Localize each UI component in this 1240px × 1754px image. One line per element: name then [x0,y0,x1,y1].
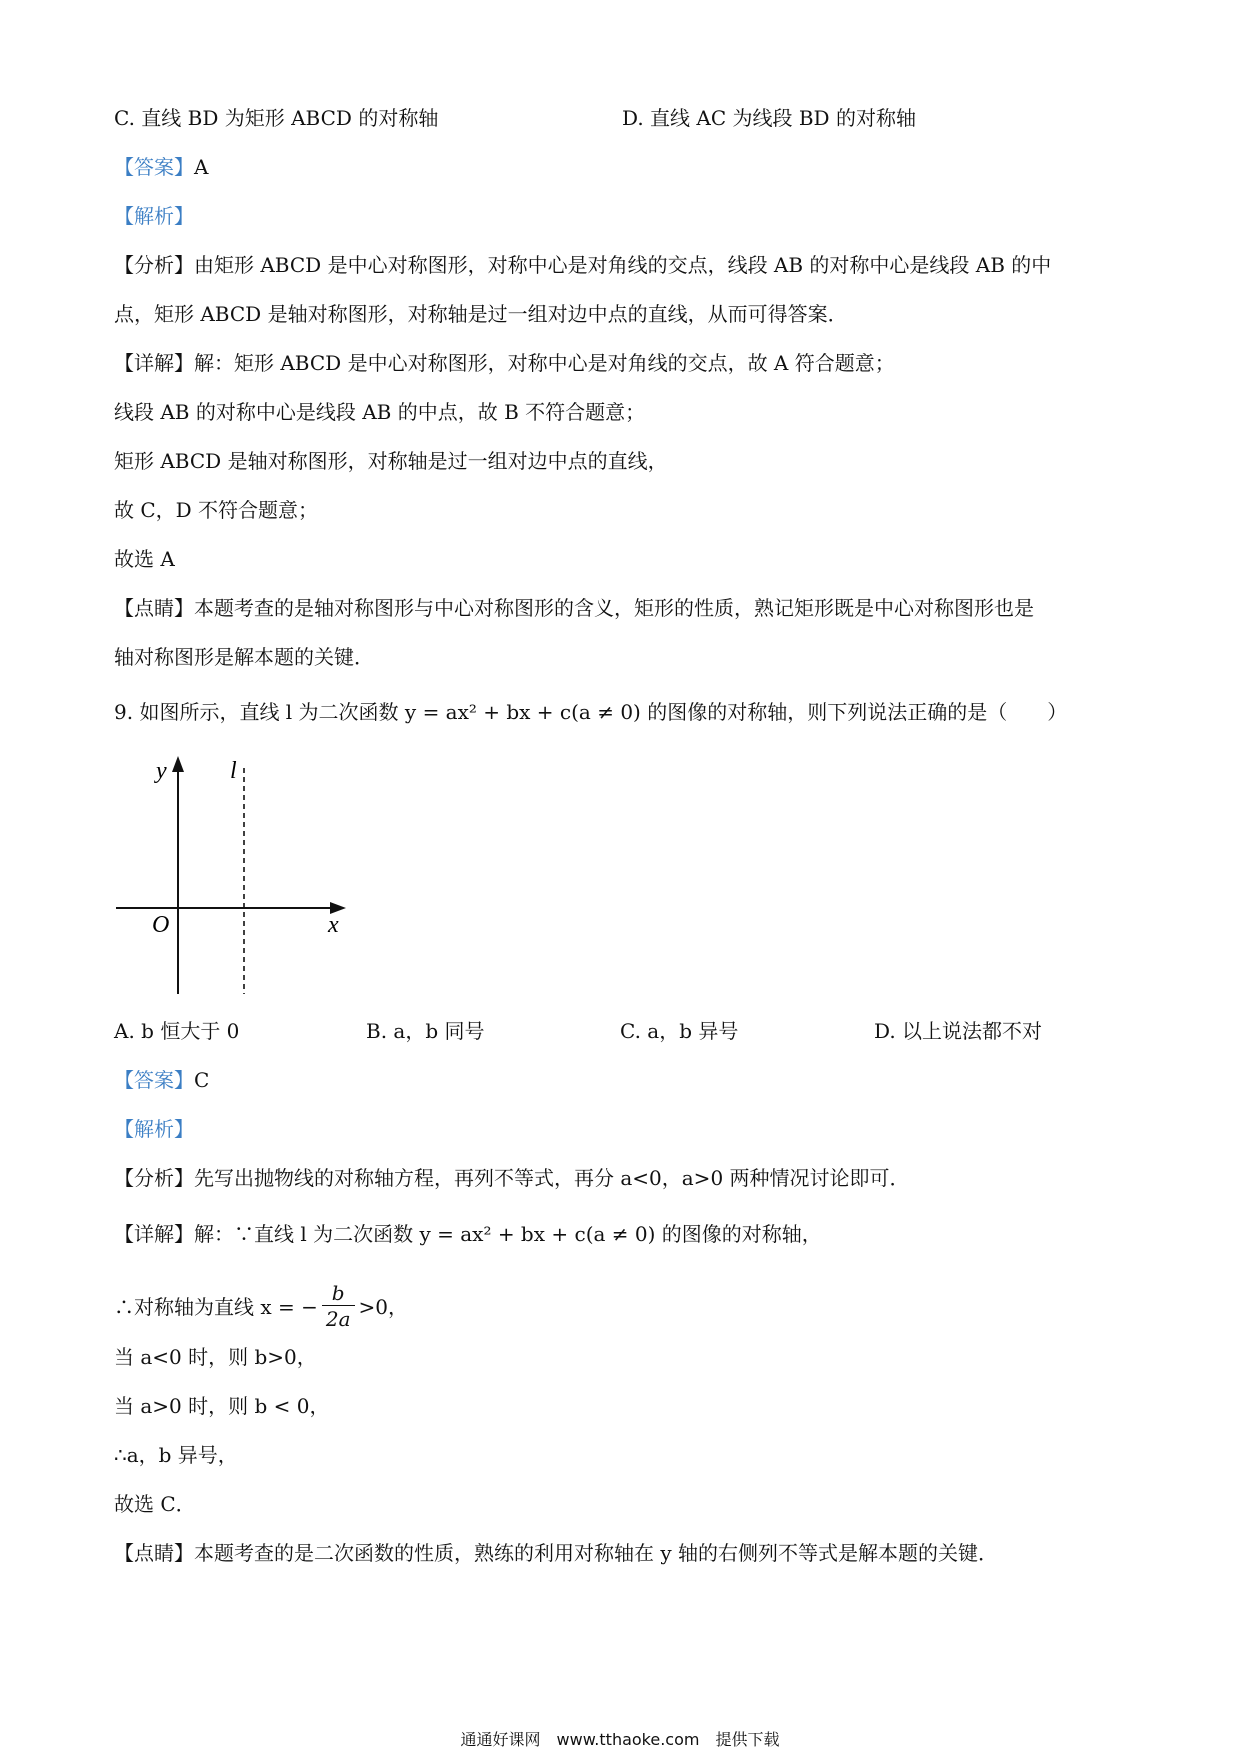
l-label: l [230,758,237,784]
q8-fenxi-line-2: 点，矩形 ABCD 是轴对称图形，对称轴是过一组对边中点的直线，从而可得答案． [114,302,848,326]
q9-option-b: B. a，b 同号 [366,1019,485,1043]
y-label: y [156,758,167,784]
equation-prefix: ∴对称轴为直线 x = − [114,1295,318,1319]
origin-label: O [152,912,170,938]
xiangjie-tag: 【详解】 [114,351,194,375]
fraction [322,1281,355,1332]
q8-xiangjie-line-1 [114,349,895,377]
answer-value: C [194,1068,210,1092]
answer-value: A [194,155,209,179]
xiangjie-text: 解：矩形 ABCD 是中心对称图形，对称中心是对角线的交点，故 A 符合题意； [194,351,895,375]
fenxi-text: 先写出抛物线的对称轴方程，再列不等式，再分 a<0，a>0 两种情况讨论即可． [194,1166,910,1190]
dianjing-tag: 【点睛】 [114,1541,194,1565]
jiexi-tag: 【解析】 [114,1117,194,1141]
q8-dianjing-line-1 [114,594,1034,622]
q9-option-c: C. a，b 异号 [620,1019,739,1043]
q8-option-d: D. 直线 AC 为线段 BD 的对称轴 [622,106,916,130]
q8-option-c: C. 直线 BD 为矩形 ABCD 的对称轴 [114,106,439,130]
q8-xiangjie-line-2: 线段 AB 的对称中心是线段 AB 的中点，故 B 不符合题意； [114,400,646,424]
q9-option-a: A. b 恒大于 0 [114,1019,240,1043]
y-axis-arrow [172,756,184,772]
answer-tag: 【答案】 [114,1068,194,1092]
q9-option-d: D. 以上说法都不对 [874,1019,1043,1043]
answer-tag: 【答案】 [114,155,194,179]
q9-dianjing-line [114,1539,998,1567]
footer-watermark: 通通好课网 www.tthaoke.com 提供下载 [460,1730,780,1749]
fraction-numerator: b [322,1281,355,1306]
dianjing-text: 本题考查的是二次函数的性质，熟练的利用对称轴在 y 轴的右侧列不等式是解本题的关键． [194,1541,999,1565]
dianjing-tag: 【点睛】 [114,596,194,620]
fenxi-text: 由矩形 ABCD 是中心对称图形，对称中心是对角线的交点，线段 AB 的对称中心是线段 AB 的中 [194,253,1052,277]
q9-xiangjie-line-2 [114,1283,408,1334]
q9-xiangjie-line-4: 当 a>0 时，则 b < 0， [114,1394,330,1418]
q9-question: 9. 如图所示，直线 l 为二次函数 y = ax² + bx + c(a ≠ 0) 的图像的对称轴，则下列说法正确的是（ ） [114,700,1068,724]
q9-xiangjie-line-3: 当 a<0 时，则 b>0， [114,1345,317,1369]
q8-answer-line [114,153,208,181]
q8-jiexi [114,202,194,230]
q9-xiangjie-line-5: ∴a，b 异号， [114,1443,238,1467]
fraction-denominator: 2a [325,1307,351,1331]
q9-xiangjie-line-1 [114,1220,822,1248]
q8-xiangjie-line-5: 故选 A [114,547,175,571]
q9-coordinate-figure [110,752,350,1002]
q9-jiexi [114,1115,194,1143]
fenxi-tag: 【分析】 [114,1166,194,1190]
q8-dianjing-line-2: 轴对称图形是解本题的关键． [114,645,374,669]
q9-answer-line [114,1066,209,1094]
fenxi-tag: 【分析】 [114,253,194,277]
xiangjie-text: 解：∵直线 l 为二次函数 y = ax² + bx + c(a ≠ 0) 的图像的对称轴， [194,1222,822,1246]
x-label: x [328,912,339,938]
xiangjie-tag: 【详解】 [114,1222,194,1246]
q9-xiangjie-line-6: 故选 C． [114,1492,196,1516]
q9-fenxi-line [114,1164,910,1192]
equation-suffix: >0， [358,1295,409,1319]
jiexi-tag: 【解析】 [114,204,194,228]
dianjing-text: 本题考查的是轴对称图形与中心对称图形的含义，矩形的性质，熟记矩形既是中心对称图形也是 [194,596,1034,620]
q8-xiangjie-line-4: 故 C，D 不符合题意； [114,498,319,522]
q8-xiangjie-line-3: 矩形 ABCD 是轴对称图形，对称轴是过一组对边中点的直线， [114,449,668,473]
q8-fenxi-line-1 [114,251,1051,279]
